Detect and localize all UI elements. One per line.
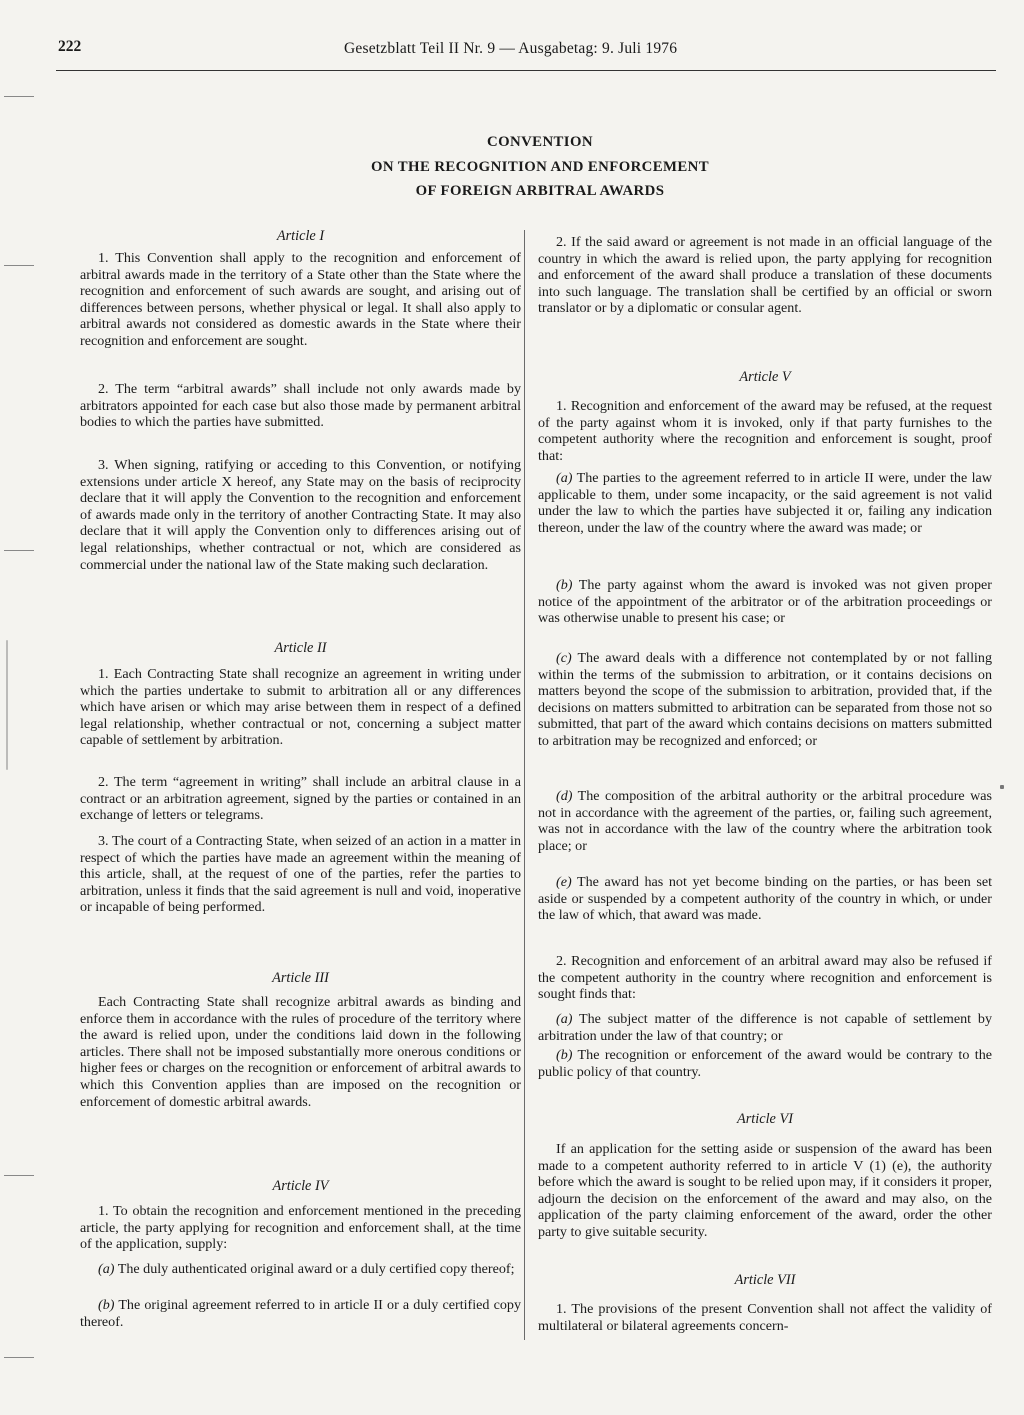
article-5-para-2a	[538, 1011, 992, 1044]
item-label: (a)	[556, 470, 573, 486]
item-label: (a)	[556, 1011, 573, 1027]
item-label: (a)	[98, 1261, 115, 1277]
article-2-para-2: 2. The term “agreement in writing” shall include an arbitral clause in a contract or an arbitration agreement, signed by the parties or contained in an exchange of letters or telegrams.	[80, 774, 521, 824]
title-line: OF FOREIGN ARBITRAL AWARDS	[415, 183, 665, 199]
margin-mark	[4, 1357, 34, 1358]
article-1-para-1: 1. This Convention shall apply to the recognition and enforcement of arbitral awards made in the territory of a State other than the State where the recognition and enforcement of such awards are sought, and arising out of differences between persons, whether physical or legal. It shall also apply to arbitral awards not considered as domestic awards in the State where their recognition and enforcement are sought.	[80, 250, 521, 349]
margin-speck	[6, 640, 8, 770]
article-5-para-1: 1. Recognition and enforcement of the award may be refused, at the request of the party against whom it is invoked, only if that party furnishes to the competent authority where the recognition and enforcement is sought, proof that:	[538, 398, 992, 464]
item-text: The subject matter of the difference is not capable of settlement by arbitration under the law of that country; or	[538, 1011, 992, 1044]
article-2-para-3: 3. The court of a Contracting State, when seized of an action in a matter in respect of which the parties have made an agreement within the meaning of this article, shall, at the request of one of the parties, refer the parties to arbitration, unless it finds that the said agreement is null and void, inoperative or incapable of being performed.	[80, 833, 521, 916]
item-label: (c)	[556, 650, 572, 666]
item-text: The award deals with a difference not contemplated by or not falling within the terms of the submission to arbitration, or it contains decisions on matters beyond the scope of the submission to arbitration, provided that, if the decisions on matters submitted to arbitration can be separated from those not so submitted, that part of the award which contains decisions on matters submitted to arbitration may be recognized and enforced; or	[538, 650, 992, 749]
title-line: CONVENTION	[487, 134, 593, 150]
article-3-para-1: Each Contracting State shall recognize arbitral awards as binding and enforce them in accordance with the rules of procedure of the territory where the award is relied upon, under the conditions laid down in the following articles. There shall not be imposed substantially more onerous conditions or higher fees or charges on the recognition or enforcement of arbitral awards to which this Convention applies than are imposed on the recognition or enforcement of domestic arbitral awards.	[80, 994, 521, 1110]
column-divider	[524, 230, 525, 1340]
margin-speck	[1000, 785, 1004, 789]
margin-mark	[4, 550, 34, 551]
article-4-para-b	[80, 1297, 521, 1330]
article-6-para-1: If an application for the setting aside or suspension of the award has been made to a competent authority referred to in article V (1) (e), the authority before which the award is sought to be relied upon may, if it considers it proper, adjourn the decision on the enforcement of the award and may also, on the application of the party claiming enforcement of the award, order the other party to give suitable security.	[538, 1141, 992, 1240]
item-text: The duly authenticated original award or a duly certified copy thereof;	[114, 1261, 515, 1277]
item-text: The award has not yet become binding on the parties, or has been set aside or suspended by a competent authority of the country in which, or under the law of which, that award was made.	[538, 874, 992, 924]
running-header: Gesetzblatt Teil II Nr. 9 — Ausgabetag: 9. Juli 1976	[344, 40, 678, 57]
margin-mark	[4, 96, 34, 97]
article-4-heading: Article IV	[272, 1178, 329, 1194]
article-4-para-1: 1. To obtain the recognition and enforcement mentioned in the preceding article, the party applying for recognition and enforcement shall, at the time of the application, supply:	[80, 1203, 521, 1253]
article-7-para-1: 1. The provisions of the present Convention shall not affect the validity of multilateral or bilateral agreements concern-	[538, 1301, 992, 1334]
margin-mark	[4, 265, 34, 266]
article-5-heading: Article V	[739, 369, 791, 385]
article-4-para-a	[80, 1261, 521, 1278]
article-5-para-c	[538, 650, 992, 750]
article-5-para-2b	[538, 1047, 992, 1080]
item-text: The composition of the arbitral authority or the arbitral procedure was not in accordance with the agreement of the parties, or, failing such agreement, was not in accordance with the law of the country where the arbitration took place; or	[538, 788, 992, 854]
article-3-heading: Article III	[272, 970, 329, 986]
item-text: The parties to the agreement referred to in article II were, under the law applicable to them, under some incapacity, or the said agreement is not valid under the law to which the parties have subjected it or, failing any indication thereon, under the law of the country where the award was made; or	[538, 470, 992, 536]
article-1-para-2: 2. The term “arbitral awards” shall include not only awards made by arbitrators appointed for each case but also those made by permanent arbitral bodies to which the parties have submitted.	[80, 381, 521, 431]
article-5-para-2: 2. Recognition and enforcement of an arbitral award may also be refused if the competent authority in the country where recognition and enforcement is sought finds that:	[538, 953, 992, 1003]
article-4-para-2: 2. If the said award or agreement is not made in an official language of the country in which the award is relied upon, the party applying for recognition and enforcement of the award shall produce a translation of these documents into such language. The translation shall be certified by an official or sworn translator or by a diplomatic or consular agent.	[538, 234, 992, 317]
item-label: (b)	[98, 1297, 115, 1313]
item-text: The recognition or enforcement of the award would be contrary to the public policy of that country.	[538, 1047, 992, 1080]
item-text: The original agreement referred to in article II or a duly certified copy thereof.	[80, 1297, 521, 1330]
margin-mark	[4, 1175, 34, 1176]
item-label: (b)	[556, 577, 573, 593]
item-label: (e)	[556, 874, 572, 890]
article-5-para-b	[538, 577, 992, 627]
article-2-heading: Article II	[274, 640, 327, 656]
article-5-para-e	[538, 874, 992, 924]
page-number: 222	[58, 38, 82, 55]
article-1-heading: Article I	[276, 228, 325, 244]
title-line: ON THE RECOGNITION AND ENFORCEMENT	[370, 158, 710, 175]
article-5-para-d	[538, 788, 992, 854]
article-5-para-a	[538, 470, 992, 536]
article-1-para-3: 3. When signing, ratifying or acceding to this Convention, or notifying extensions under article X hereof, any State may on the basis of reciprocity declare that it will apply the Convention to the recognition and enforcement of awards made only in the territory of another Contracting State. It may also declare that it will apply the Convention only to differences arising out of legal relationships, whether contractual or not, which are considered as commercial under the national law of the State making such declaration.	[80, 457, 521, 573]
header-rule	[56, 70, 996, 71]
item-label: (b)	[556, 1047, 573, 1063]
item-label: (d)	[556, 788, 573, 804]
article-6-heading: Article VI	[737, 1111, 793, 1127]
item-text: The party against whom the award is invoked was not given proper notice of the appointment of the arbitrator or of the arbitration proceedings or was otherwise unable to present his case; or	[538, 577, 992, 627]
article-2-para-1: 1. Each Contracting State shall recognize an agreement in writing under which the parties undertake to submit to arbitration all or any differences which have arisen or which may arise between them in respect of a defined legal relationship, whether contractual or not, concerning a subject matter capable of settlement by arbitration.	[80, 666, 521, 749]
document-title	[300, 130, 780, 204]
article-7-heading: Article VII	[734, 1272, 796, 1288]
